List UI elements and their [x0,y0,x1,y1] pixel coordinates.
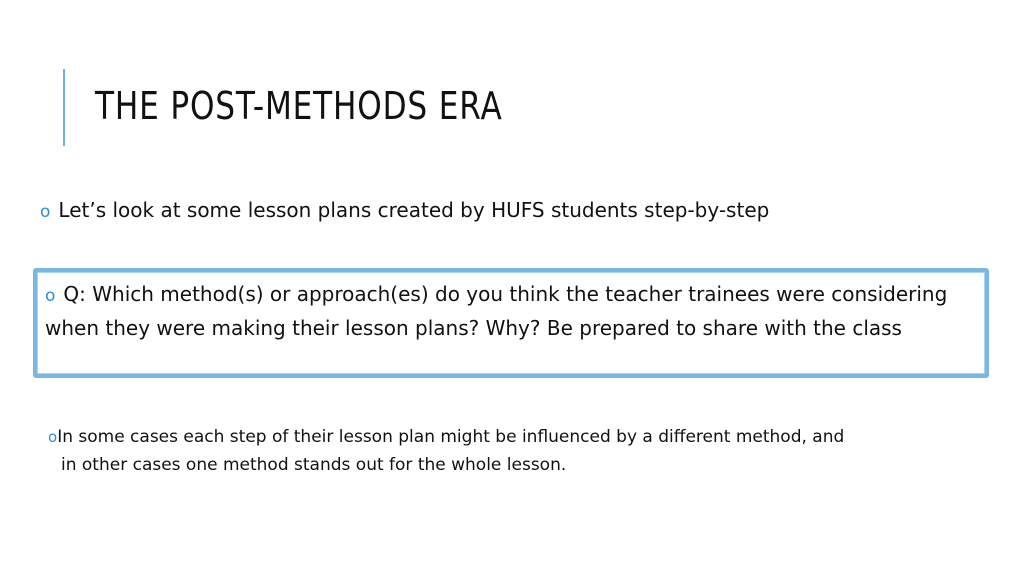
slide-title: THE POST-METHODS ERA [95,84,503,128]
title-accent-bar [63,69,65,146]
bullet-text: Let’s look at some lesson plans created by HUFS students step-by-step [58,198,770,222]
circle-bullet-icon: o [48,428,58,446]
circle-bullet-icon: o [40,202,51,222]
bullet-item-intro [40,198,769,222]
question-box [33,268,989,378]
bullet-item-question [45,278,975,344]
circle-bullet-icon: o [45,286,56,306]
question-text: Q: Which method(s) or approach(es) do you think the teacher trainees were considering when they were making their lesson plans? Why? Be prepared to share with the class [45,282,948,340]
bullet-item-note [48,423,1008,479]
note-text-1: In some cases each step of their lesson plan might be influenced by a different method, and [57,427,845,447]
note-line-1 [48,423,1008,451]
note-text-2: in other cases one method stands out for the whole lesson. [61,455,567,475]
note-line-2 [48,451,1008,479]
